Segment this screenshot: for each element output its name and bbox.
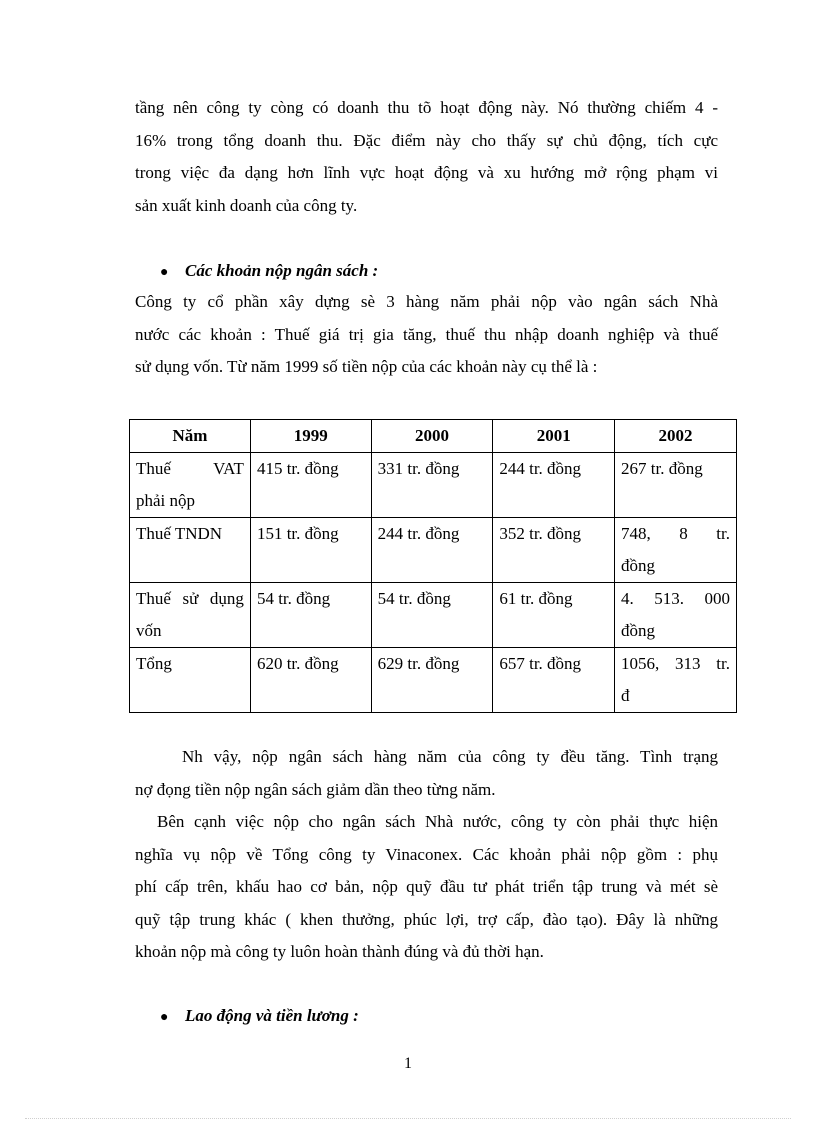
bullet-dot-icon: ● [160, 1010, 169, 1025]
table-cell: 620 tr. đồng [250, 648, 371, 713]
table-cell: 54 tr. đồng [250, 583, 371, 648]
column-header: 2002 [615, 420, 737, 453]
table-cell [130, 583, 251, 648]
table-cell [615, 648, 737, 713]
bullet-text: Các khoản nộp ngân sách : [185, 261, 379, 280]
bullet-labor-heading [160, 1004, 359, 1030]
text-line: nghĩa vụ nộp về Tổng công ty Vinaconex. Các khoản phải nộp gồm : phụ [135, 844, 718, 864]
text-line: phí cấp trên, khấu hao cơ bản, nộp quỹ đầu tư phát triển tập trung và mét sè [135, 877, 718, 896]
bullet-dot-icon: ● [160, 265, 169, 280]
text-line: Nh vậy, nộp ngân sách hàng năm của công ty đều tăng. Tình trạng [182, 747, 718, 766]
text-line: nợ đọng tiền nộp ngân sách giảm dần theo từng năm. [135, 779, 496, 799]
table-header-row [130, 420, 737, 453]
cell-line: đồng [621, 556, 656, 575]
table-cell: 657 tr. đồng [493, 648, 615, 713]
text-line: 16% trong tổng doanh thu. Đặc điểm này cho thấy sự chủ động, tích cực [135, 130, 718, 150]
table-cell: 629 tr. đồng [371, 648, 493, 713]
table-row [130, 583, 737, 648]
column-header: Năm [130, 420, 251, 453]
table-cell: 61 tr. đồng [493, 583, 615, 648]
page-number: 1 [404, 1055, 412, 1072]
paragraph-conclusion [135, 741, 718, 806]
paragraph-revenue [135, 92, 718, 222]
text-line: sản xuất kinh doanh của công ty. [135, 195, 358, 215]
text-line: tầng nên công ty còng có doanh thu tõ hoạt động này. Nó thường chiếm 4 - [135, 98, 718, 117]
cell-line: Thuế sử dụng [136, 589, 244, 608]
table-cell: 151 tr. đồng [250, 518, 371, 583]
table-cell: 54 tr. đồng [371, 583, 493, 648]
text-line: trong việc đa dạng hơn lĩnh vực hoạt động và xu hướng mở rộng phạm vi [135, 163, 718, 182]
table-cell: 244 tr. đồng [493, 453, 615, 518]
cell-line: phải nộp [136, 491, 196, 510]
table-row [130, 518, 737, 583]
cell-line: 1056, 313 tr. [621, 654, 730, 673]
page-bottom-rule [25, 1118, 791, 1119]
paragraph-corporate-dues [135, 806, 718, 969]
cell-line: vốn [136, 621, 162, 640]
text-line: nước các khoản : Thuế giá trị gia tăng, thuế thu nhập doanh nghiệp và thuế [135, 324, 718, 344]
table-cell: 244 tr. đồng [371, 518, 493, 583]
table-cell: Tổng [130, 648, 251, 713]
cell-line: 4. 513. 000 [621, 589, 730, 608]
column-header: 2000 [371, 420, 493, 453]
budget-table [129, 419, 737, 713]
column-header: 1999 [250, 420, 371, 453]
text-line: khoản nộp mà công ty luôn hoàn thành đúng và đủ thời hạn. [135, 942, 544, 961]
text-line: sử dụng vốn. Từ năm 1999 số tiền nộp của các khoản này cụ thể là : [135, 357, 598, 376]
cell-line: đồng [621, 621, 656, 640]
table-row [130, 453, 737, 518]
cell-line: đ [621, 686, 630, 705]
table-cell: 352 tr. đồng [493, 518, 615, 583]
text-line: Bên cạnh việc nộp cho ngân sách Nhà nước, công ty còn phải thực hiện [157, 812, 718, 831]
column-header: 2001 [493, 420, 615, 453]
table-cell [130, 453, 251, 518]
table-cell: Thuế TNDN [130, 518, 251, 583]
cell-line: Thuế VAT [136, 459, 244, 478]
table-row [130, 648, 737, 713]
table-cell: 415 tr. đồng [250, 453, 371, 518]
bullet-budget-heading [160, 259, 378, 285]
table-cell [615, 583, 737, 648]
bullet-text: Lao động và tiền lương : [185, 1006, 359, 1025]
text-line: quỹ tập trung khác ( khen thưởng, phúc lợi, trợ cấp, đào tạo). Đây là những [135, 909, 718, 929]
cell-line: 748, 8 tr. [621, 524, 730, 543]
text-line: Công ty cổ phần xây dựng sè 3 hàng năm phải nộp vào ngân sách Nhà [135, 292, 718, 311]
table-cell [615, 518, 737, 583]
table-cell: 331 tr. đồng [371, 453, 493, 518]
paragraph-budget [135, 286, 718, 384]
table-cell: 267 tr. đồng [615, 453, 737, 518]
